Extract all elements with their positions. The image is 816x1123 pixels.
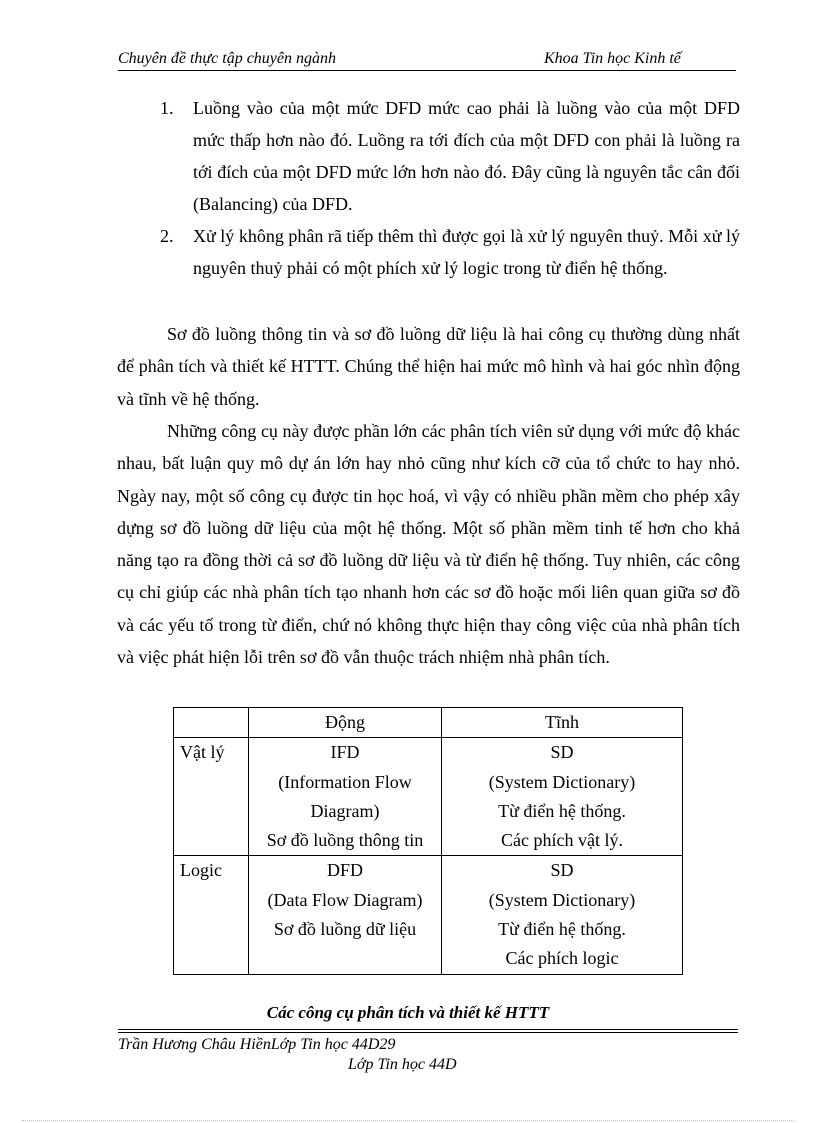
paragraph-ift-dfd: Sơ đồ luồng thông tin và sơ đồ luồng dữ liệu là hai công cụ thường dùng nhất để phân tích và thiết kế HTTT. Chúng thể hiện hai mức mô hình và hai góc nhìn động và tĩnh về hệ thống. — [117, 324, 740, 409]
cell-line: Sơ đồ luồng dữ liệu — [273, 919, 417, 940]
list-item-number: 1. — [160, 98, 174, 118]
table-header-row — [174, 708, 683, 738]
footer-class: Lớp Tin học 44D — [348, 1056, 457, 1073]
table-row — [174, 856, 683, 974]
footer-author: Trần Hương Châu HiềnLớp Tin học 44D29 — [118, 1036, 396, 1053]
cell-line: SD — [550, 860, 574, 881]
cell-line: Các phích vật lý. — [501, 830, 623, 851]
table-cell — [442, 856, 683, 974]
cell-line: (System Dictionary) — [488, 771, 636, 792]
footer-divider — [118, 1032, 738, 1033]
cell-line: (System Dictionary) — [488, 889, 636, 910]
list-item-number: 2. — [160, 226, 174, 246]
cell-line: Từ điển hệ thống. — [498, 919, 626, 940]
list-item-text: Xử lý không phân rã tiếp thêm thì được gọi là xử lý nguyên thuỷ. Mỗi xử lý nguyên thuỷ phải có một phích xử lý logic trong từ điển hệ thống. — [193, 226, 740, 278]
table-cell — [249, 738, 442, 856]
cell-line: IFD — [330, 742, 360, 763]
table-row — [174, 738, 683, 856]
cell-line: Từ điển hệ thống. — [498, 800, 626, 821]
tools-table — [173, 707, 683, 975]
table-cell — [249, 856, 442, 974]
rules-list — [160, 92, 740, 284]
table-header-cell: Động — [249, 708, 442, 738]
table-row-label: Vật lý — [174, 738, 249, 856]
list-item — [160, 220, 740, 284]
cell-line: SD — [550, 742, 574, 763]
cell-line: Sơ đồ luồng thông tin — [266, 830, 424, 851]
cell-line: (Information Flow — [278, 771, 412, 792]
table-header-cell — [174, 708, 249, 738]
page-header — [118, 50, 736, 71]
cell-line: DFD — [326, 860, 363, 881]
paragraph-tools: Những công cụ này được phần lớn các phân tích viên sử dụng với mức độ khác nhau, bất luận quy mô dự án lớn hay nhỏ cũng như kích cỡ của tổ chức to hay nhỏ. Ngày nay, một số công cụ được tin học hoá, vì vậy có nhiều phần mềm cho phép xây dựng sơ đồ luồng dữ liệu của một hệ thống. Một số phần mềm tinh tế hơn cho khả năng tạo ra đồng thời cả sơ đồ luồng dữ liệu và từ điển hệ thống. Tuy nhiên, các công cụ chỉ giúp các nhà phân tích tạo nhanh hơn các sơ đồ hoặc mối liên quan giữa sơ đồ và các yếu tố trong từ điển, chứ nó không thực hiện thay công việc của nhà phân tích và việc phát hiện lỗi trên sơ đồ vẫn thuộc trách nhiệm nhà phân tích. — [117, 421, 740, 668]
page-bottom-edge — [22, 1120, 794, 1121]
list-item — [160, 92, 740, 220]
table-header-cell: Tĩnh — [442, 708, 683, 738]
footer-divider — [118, 1029, 738, 1030]
list-item-text: Luồng vào của một mức DFD mức cao phải là luồng vào của một DFD mức thấp hơn nào đó. Luồng ra tới đích của một DFD con phải là luồng ra tới đích của một DFD mức lớn hơn nào đó. Đây cũng là nguyên tắc cân đối (Balancing) của DFD. — [193, 98, 740, 214]
cell-line: Các phích logic — [505, 948, 619, 969]
cell-line: (Data Flow Diagram) — [267, 889, 423, 910]
table-row-label: Logic — [174, 856, 249, 974]
header-faculty: Khoa Tin học Kinh tế — [544, 50, 681, 67]
header-course-title: Chuyên đề thực tập chuyên ngành — [118, 50, 336, 67]
cell-line: Diagram) — [310, 800, 380, 821]
table-cell — [442, 738, 683, 856]
table-caption: Các công cụ phân tích và thiết kế HTTT — [266, 1003, 550, 1022]
